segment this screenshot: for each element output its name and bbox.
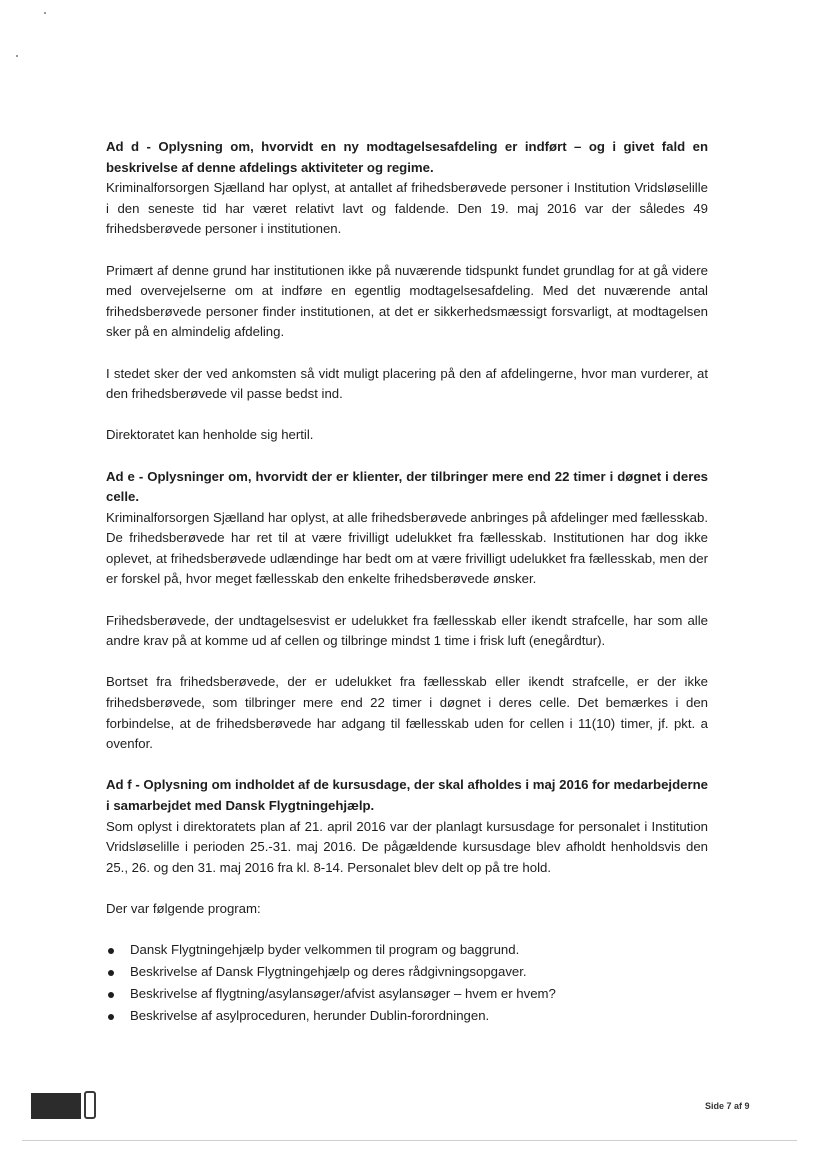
page-number: Side 7 af 9 [705,1101,750,1111]
bullet-icon [108,970,114,976]
footer-logo-block [31,1093,81,1119]
scan-speck [44,12,46,14]
section-ad-d [106,137,708,446]
list-item: Beskrivelse af flygtning/asylansøger/afvist asylansøger – hvem er hvem? [106,984,708,1005]
bullet-icon [108,992,114,998]
section-ad-e-heading: Ad e - Oplysninger om, hvorvidt der er klienter, der tilbringer mere end 22 timer i døgnet i deres celle. [106,468,708,505]
bullet-icon [108,948,114,954]
section-ad-f-heading: Ad f - Oplysning om indholdet af de kursusdage, der skal afholdes i maj 2016 for medarbejderne i samarbejdet med Dansk Flygtningehjælp. [106,777,708,813]
list-item: Dansk Flygtningehjælp byder velkommen til program og baggrund. [106,940,708,961]
list-item: Beskrivelse af asylproceduren, herunder Dublin-forordningen. [106,1006,708,1027]
program-list [106,940,708,1026]
paragraph: Som oplyst i direktoratets plan af 21. april 2016 var der planlagt kursusdage for personalet i Institution Vridsløselille i perioden 25.-31. maj 2016. De pågældende kursusdage blev afholdt henholdsvis den 25., 26. og den 31. maj 2016 fra kl. 8-14. Personalet blev delt op på tre hold. [106,818,708,875]
section-ad-d-block [106,137,708,240]
bullet-icon [108,1014,114,1020]
scan-speck [16,55,18,57]
paragraph: I stedet sker der ved ankomsten så vidt muligt placering på den af afdelingerne, hvor man vurderer, at den frihedsberøvede vil passe bedst ind. [106,365,708,402]
paragraph: Primært af denne grund har institutionen ikke på nuværende tidspunkt fundet grundlag for at gå videre med overvejelserne om at indføre en egentlig modtagelsesafdeling. Med det nuværende antal frihedsberøvede personer finder institutionen, at det er sikkerhedsmæssigt forsvarligt, at modtagelsen sker på en almindelig afdeling. [106,262,708,340]
paragraph: Frihedsberøvede, der undtagelsesvist er udelukket fra fællesskab eller ikendt strafcelle, har som alle andre krav på at komme ud af cellen og tilbringe mindst 1 time i frisk luft (enegårdtur). [106,612,708,649]
footer-logo-mark [84,1091,96,1119]
section-ad-f-block [106,775,708,878]
section-ad-e [106,467,708,755]
paragraph: Direktoratet kan henholde sig hertil. [106,427,314,443]
list-item: Beskrivelse af Dansk Flygtningehjælp og deres rådgivningsopgaver. [106,962,708,983]
section-ad-d-heading: Ad d - Oplysning om, hvorvidt en ny modtagelsesafdeling er indført – og i givet fald en beskrivelse af denne afdelings aktiviteter og regime. [106,139,708,175]
paragraph: Bortset fra frihedsberøvede, der er udelukket fra fællesskab eller ikendt strafcelle, er der ikke frihedsberøvede, som tilbringer mere end 22 timer i døgnet i deres celle. Det bemærkes i den forbindelse, at de frihedsberøvede har adgang til fællesskab uden for cellen i 11(10) timer, jf. pkt. a ovenfor. [106,674,708,752]
section-ad-e-block [106,467,708,591]
document-body [106,137,708,1027]
footer-divider [22,1140,797,1141]
paragraph: Kriminalforsorgen Sjælland har oplyst, at antallet af frihedsberøvede personer i Institution Vridsløselille i den seneste tid har været relativt lavt og faldende. Den 19. maj 2016 var der således 49 frihedsberøvede personer i institutionen. [106,180,708,237]
paragraph: Der var følgende program: [106,900,261,916]
section-ad-f [106,775,708,1026]
paragraph: Kriminalforsorgen Sjælland har oplyst, at alle frihedsberøvede anbringes på afdelinger med fællesskab. De frihedsberøvede har ret til at være frivilligt udelukket fra fællesskab. Institutionen har dog ikke oplevet, at frihedsberøvede udlændinge har bedt om at være frivilligt udelukket fra fællesskab, men der er forskel på, hvor meget fællesskab den enkelte frihedsberøvede ønsker. [106,509,708,587]
